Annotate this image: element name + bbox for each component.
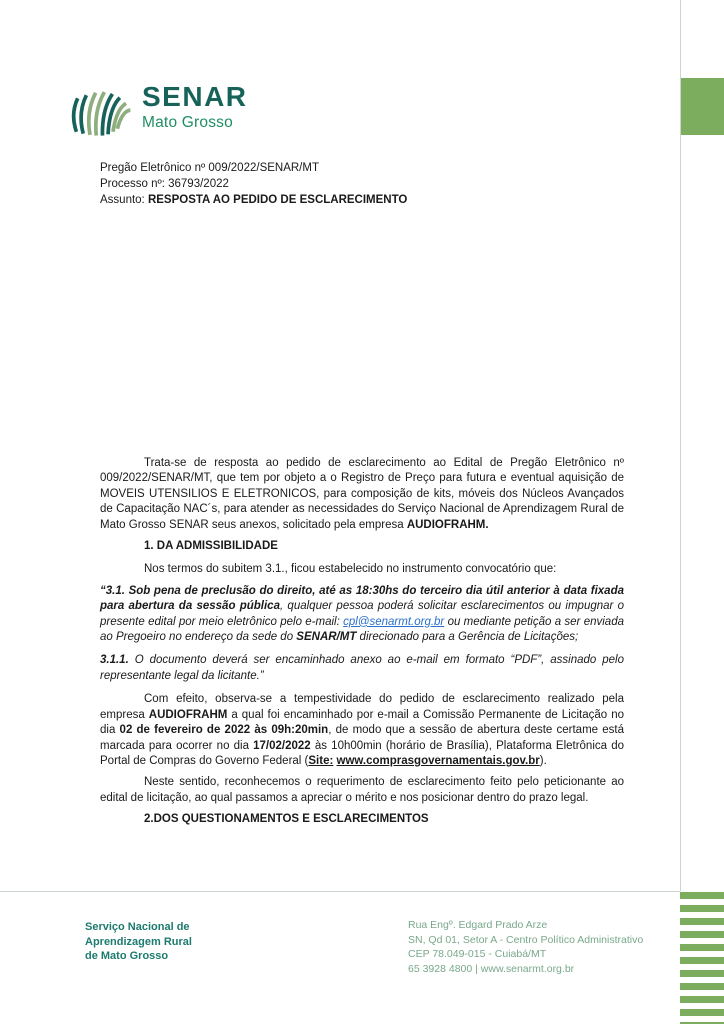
footer-address [408,918,643,976]
green-stripes-decoration [680,892,724,1024]
section-heading-admissibilidade: 1. DA ADMISSIBILIDADE [144,540,278,553]
section-heading-questionamentos: 2.DOS QUESTIONAMENTOS E ESCLARECIMENTOS [144,813,429,826]
quote-item-3-1 [100,584,624,646]
p3-text-4: às 10h00min (horário de Brasília), Plataforma Eletrônica do Portal de Compras do Governo Federal ( [100,739,624,767]
quote-text-4: O documento deverá ser encaminhado anexo ao e-mail em formato “PDF”, assinado pelo representante legal da licitante.” [100,654,624,682]
site-label: Site: [308,754,334,767]
request-datetime: 02 de fevereiro de 2022 às 09h:20min [119,724,329,737]
paragraph-intro-text: Trata-se de resposta ao pedido de esclarecimento ao Edital de Pregão Eletrônico nº 009/2022/SENAR/MT, que tem por objeto a o Registro de Preço para futura e eventual aquisição de MOVEIS UTENSILIOS E ELETRONICOS, para composição de kits, móveis dos Núcleos Avançados de Capacitação NAC´s, para atender as necessidades do Serviço Nacional de Aprendizagem Rural de Mato Grosso SENAR seus anexos, solicitado pela empresa [100,457,624,531]
compras-gov-link[interactable]: www.comprasgovernamentais.gov.br [336,754,540,767]
footer-organization [85,920,192,964]
paragraph-com-efeito [100,692,624,769]
quote-text-2: ou mediante petição a ser enviada ao Pregoeiro no endereço da sede do [100,615,624,644]
processo-line: Processo nº: 36793/2022 [100,177,229,190]
p3-text-2: a qual foi encaminhado por e-mail a Comissão Permanente de Licitação no dia [100,708,625,737]
senar-logo [64,76,248,138]
footer-address-line: CEP 78.049-015 - Cuiabá/MT [408,948,547,960]
logo-brand-text: SENAR [142,80,248,112]
senar-fan-icon [64,76,136,138]
paragraph-intro [100,456,624,533]
paragraph-nos-termos: Nos termos do subitem 3.1., ficou estabelecido no instrumento convocatório que: [144,563,557,576]
quote-item-3-1-1 [100,653,624,684]
document-body [100,456,624,828]
footer-address-line: SN, Qd 01, Setor A - Centro Político Administrativo [408,933,644,946]
assunto-value: RESPOSTA AO PEDIDO DE ESCLARECIMENTO [147,193,408,206]
email-link[interactable]: cpl@senarmt.org.br [343,615,445,628]
quote-text-3: direcionado para a Gerência de Licitações; [356,631,579,644]
paragraph-neste-sentido: Neste sentido, reconhecemos o requerimento de esclarecimento feito pelo peticionante ao edital de licitação, ao qual passamos a apreciar o mérito e nos posicionar dentro do prazo legal. [100,776,624,804]
footer-address-line: Rua Engº. Edgard Prado Arze [408,919,548,931]
senar-mt-bold: SENAR/MT [296,631,357,644]
senar-wordmark [142,80,248,132]
p3-text-5: ). [539,754,547,767]
quote-text-1: , qualquer pessoa poderá solicitar esclarecimentos ou impugnar o presente edital por meio eletrônico pelo e-mail: [100,600,624,628]
green-accent-block [681,78,724,135]
document-header [100,161,407,208]
logo-region-text: Mato Grosso [142,113,233,131]
assunto-line [100,193,407,209]
p3-text-1: Com efeito, observa-se a tempestividade do pedido de esclarecimento realizado pela empresa [100,693,624,721]
quote-lead: “3.1. Sob pena de preclusão do direito, até as 18:30hs do terceiro dia útil anterior à data fixada para abertura da sessão pública [100,584,624,613]
assunto-label: Assunto: [100,193,148,206]
company-name: AUDIOFRAHM. [406,518,489,531]
footer-address-line: 65 3928 4800 | www.senarmt.org.br [408,962,575,975]
footer-divider-line [0,891,680,892]
footer-org-line: de Mato Grosso [85,950,169,962]
session-date: 17/02/2022 [253,739,311,752]
pregao-line: Pregão Eletrônico nº 009/2022/SENAR/MT [100,162,319,174]
p3-text-3: , de modo que a sessão de abertura deste certame está marcada para ocorrer no dia [100,724,624,752]
footer-org-line: Aprendizagem Rural [85,935,192,948]
footer-org-line: Serviço Nacional de [85,921,190,933]
company-name-2: AUDIOFRAHM [148,708,228,721]
quote-number: 3.1.1. [100,654,129,667]
